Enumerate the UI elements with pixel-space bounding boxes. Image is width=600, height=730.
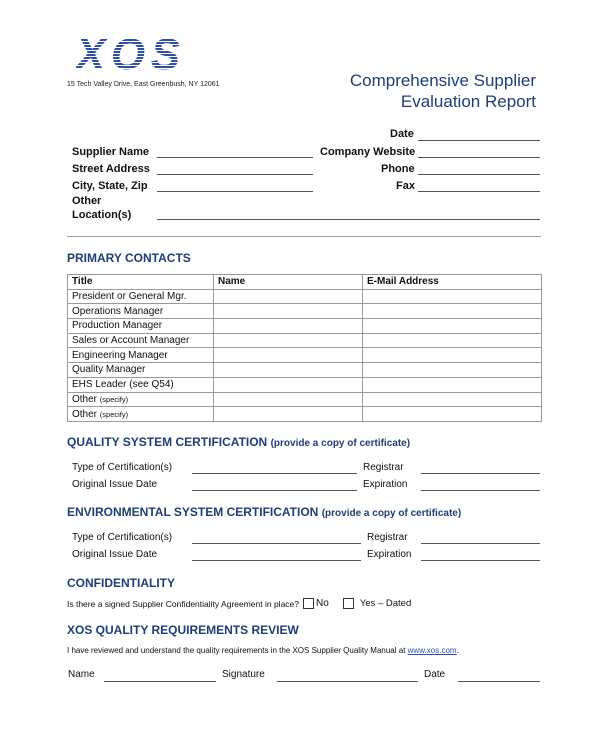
env-cert-title: ENVIRONMENTAL SYSTEM CERTIFICATION (67, 505, 319, 519)
supplier-name-field[interactable] (157, 157, 313, 158)
contact-name-cell[interactable] (214, 363, 363, 378)
contact-email-cell[interactable] (363, 392, 542, 407)
contact-email-cell[interactable] (363, 319, 542, 334)
city-state-zip-field[interactable] (157, 191, 313, 192)
table-row (68, 333, 542, 348)
title-line-1: Comprehensive Supplier (349, 71, 536, 90)
env-cert-note: (provide a copy of certificate) (321, 508, 462, 519)
primary-contacts-table (67, 274, 542, 422)
company-address: 15 Tech Valley Drive, East Greenbush, NY 12061 (67, 81, 220, 88)
env-cert-heading (67, 505, 461, 519)
phone-field[interactable] (418, 174, 540, 175)
other-locations-line-2: Location(s) (72, 209, 132, 221)
table-header-row (68, 275, 542, 290)
table-row (68, 377, 542, 392)
column-header-title: Title (68, 275, 214, 290)
quality-type-label: Type of Certification(s) (72, 462, 173, 473)
review-signature-field[interactable] (277, 681, 418, 682)
review-date-field[interactable] (458, 681, 540, 682)
env-issue-label: Original Issue Date (72, 549, 158, 560)
quality-registrar-label: Registrar (363, 462, 404, 473)
contact-title-cell: EHS Leader (see Q54) (68, 377, 214, 392)
contact-title-cell-other (68, 407, 214, 422)
other-locations-field[interactable] (157, 219, 540, 220)
company-website-field[interactable] (418, 157, 540, 158)
other-label: Other (72, 408, 98, 420)
page-title (350, 70, 536, 112)
contact-name-cell[interactable] (214, 289, 363, 304)
table-row (68, 363, 542, 378)
table-row (68, 289, 542, 304)
contact-email-cell[interactable] (363, 363, 542, 378)
specify-note: (specify) (99, 394, 129, 404)
review-date-label: Date (424, 669, 446, 680)
contact-email-cell[interactable] (363, 407, 542, 422)
column-header-email: E-Mail Address (363, 275, 542, 290)
quality-type-field[interactable] (192, 473, 357, 474)
quality-expiration-field[interactable] (421, 490, 540, 491)
quality-cert-note: (provide a copy of certificate) (270, 438, 411, 449)
confidentiality-question-row (67, 598, 411, 609)
review-heading: XOS QUALITY REQUIREMENTS REVIEW (67, 623, 299, 637)
no-checkbox[interactable] (303, 598, 314, 609)
env-expiration-label: Expiration (367, 549, 412, 560)
review-period: . (456, 646, 459, 655)
env-issue-field[interactable] (192, 560, 361, 561)
street-address-field[interactable] (157, 174, 313, 175)
street-address-label: Street Address (72, 163, 150, 175)
table-row (68, 348, 542, 363)
primary-contacts-heading: PRIMARY CONTACTS (67, 251, 191, 265)
fax-label: Fax (396, 180, 415, 192)
other-locations-label (72, 194, 131, 222)
review-name-field[interactable] (104, 681, 216, 682)
contact-title-cell: Operations Manager (68, 304, 214, 319)
contact-email-cell[interactable] (363, 289, 542, 304)
quality-cert-heading (67, 435, 410, 449)
section-divider (67, 236, 541, 237)
date-label: Date (390, 128, 414, 140)
quality-expiration-label: Expiration (363, 479, 408, 490)
contact-email-cell[interactable] (363, 377, 542, 392)
review-signature-label: Signature (222, 669, 265, 680)
contact-name-cell[interactable] (214, 319, 363, 334)
env-registrar-field[interactable] (421, 543, 540, 544)
xos-website-link[interactable]: www.xos.com (407, 646, 457, 655)
env-type-label: Type of Certification(s) (72, 532, 173, 543)
contact-title-cell: Quality Manager (68, 363, 214, 378)
contact-name-cell[interactable] (214, 304, 363, 319)
table-row (68, 407, 542, 422)
review-statement: I have reviewed and understand the quality requirements in the XOS Supplier Quality Manual at (67, 646, 406, 655)
other-label: Other (72, 393, 98, 405)
table-row (68, 392, 542, 407)
other-locations-line-1: Other (72, 195, 102, 207)
no-label: No (316, 598, 329, 609)
confidentiality-question: Is there a signed Supplier Confidentiality Agreement in place? (67, 598, 300, 609)
contact-title-cell-other (68, 392, 214, 407)
env-registrar-label: Registrar (367, 532, 408, 543)
contact-title-cell: Engineering Manager (68, 348, 214, 363)
quality-issue-label: Original Issue Date (72, 479, 158, 490)
contact-email-cell[interactable] (363, 304, 542, 319)
contact-email-cell[interactable] (363, 348, 542, 363)
env-type-field[interactable] (192, 543, 361, 544)
quality-issue-field[interactable] (192, 490, 357, 491)
contact-title-cell: Production Manager (68, 319, 214, 334)
company-website-label: Company Website (320, 146, 416, 158)
fax-field[interactable] (418, 191, 540, 192)
title-line-2: Evaluation Report (400, 92, 536, 111)
city-state-zip-label: City, State, Zip (72, 180, 148, 192)
contact-name-cell[interactable] (214, 392, 363, 407)
yes-checkbox[interactable] (343, 598, 354, 609)
specify-note: (specify) (99, 409, 129, 419)
quality-cert-title: QUALITY SYSTEM CERTIFICATION (67, 435, 268, 449)
supplier-name-label: Supplier Name (72, 146, 150, 158)
contact-title-cell: Sales or Account Manager (68, 333, 214, 348)
logo-text: XOS (76, 33, 180, 73)
contact-name-cell[interactable] (214, 348, 363, 363)
review-name-label: Name (68, 669, 95, 680)
table-row (68, 304, 542, 319)
column-header-name: Name (214, 275, 363, 290)
quality-registrar-field[interactable] (421, 473, 540, 474)
env-expiration-field[interactable] (421, 560, 540, 561)
contact-title-cell: President or General Mgr. (68, 289, 214, 304)
contact-name-cell[interactable] (214, 333, 363, 348)
contact-email-cell[interactable] (363, 333, 542, 348)
yes-dated-label: Yes – Dated (359, 598, 412, 609)
review-statement-row (67, 646, 459, 655)
date-field[interactable] (418, 140, 540, 141)
table-row (68, 319, 542, 334)
phone-label: Phone (381, 163, 415, 175)
contact-name-cell[interactable] (214, 407, 363, 422)
contact-name-cell[interactable] (214, 377, 363, 392)
xos-logo (76, 33, 184, 73)
confidentiality-heading: CONFIDENTIALITY (67, 576, 175, 590)
